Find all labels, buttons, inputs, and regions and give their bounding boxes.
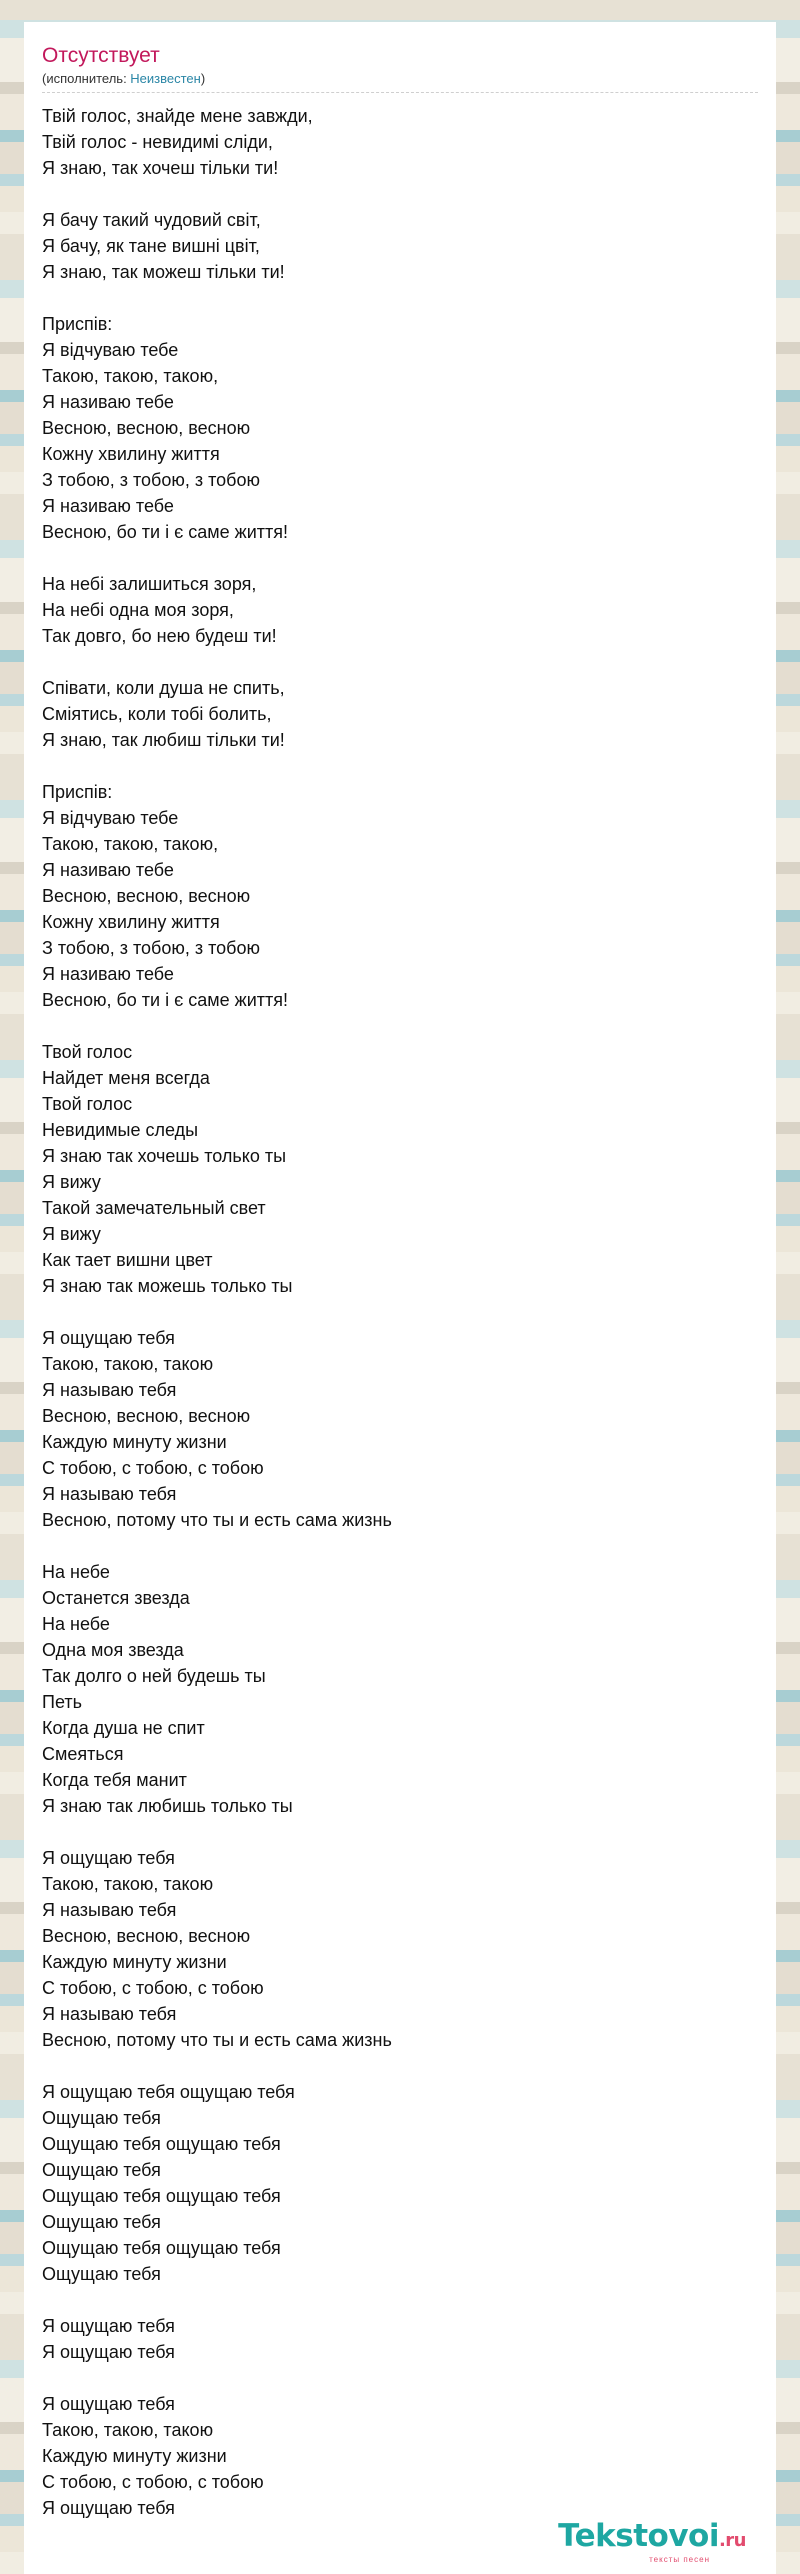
lyric-line: С тобою, с тобою, с тобою (42, 1458, 264, 1478)
lyric-line: Я називаю тебе (42, 392, 174, 412)
lyric-line: Я знаю, так можеш тільки ти! (42, 262, 285, 282)
lyric-line: Весною, весною, весною (42, 1926, 251, 1946)
lyric-line: На небе (42, 1614, 110, 1634)
lyric-line: Я вижу (42, 1172, 101, 1192)
lyric-line: Останется звезда (42, 1588, 190, 1608)
song-title: Отсутствует (42, 44, 160, 67)
lyric-line: С тобою, с тобою, с тобою (42, 2472, 264, 2492)
lyric-line: Каждую минуту жизни (42, 2446, 227, 2466)
lyric-line: Я вижу (42, 1224, 101, 1244)
lyric-blank-line (42, 1013, 758, 1039)
lyric-line: Я называю тебя (42, 2004, 177, 2024)
lyric-line: Твой голос (42, 1042, 133, 1062)
lyric-line: Ощущаю тебя (42, 2212, 161, 2232)
lyric-line: З тобою, з тобою, з тобою (42, 470, 261, 490)
lyric-line: Я называю тебя (42, 1484, 177, 1504)
artist-prefix: (исполнитель: (42, 71, 131, 86)
lyric-line: Сміятись, коли тобі болить, (42, 704, 272, 724)
lyric-line: Я ощущаю тебя ощущаю тебя (42, 2082, 295, 2102)
artist-link[interactable]: Неизвестен (130, 71, 201, 86)
lyric-line: Я ощущаю тебя (42, 2394, 175, 2414)
lyric-blank-line (42, 2287, 758, 2313)
lyric-line: Ощущаю тебя ощущаю тебя (42, 2238, 281, 2258)
lyric-line: Весною, весною, весною (42, 418, 251, 438)
lyric-line: Каждую минуту жизни (42, 1432, 227, 1452)
lyric-blank-line (42, 649, 758, 675)
lyric-line: Я відчуваю тебе (42, 808, 179, 828)
lyric-line: Такою, такою, такою (42, 1354, 214, 1374)
lyric-line: Твой голос (42, 1094, 133, 1114)
lyrics-body (42, 103, 758, 2521)
lyric-line: Весною, бо ти і є саме життя! (42, 990, 289, 1010)
lyric-blank-line (42, 753, 758, 779)
lyric-line: С тобою, с тобою, с тобою (42, 1978, 264, 1998)
lyric-line: Я називаю тебе (42, 860, 174, 880)
artist-line (42, 70, 758, 93)
logo-name: Tekstovoi (558, 2518, 719, 2554)
lyric-line: Кожну хвилину життя (42, 912, 220, 932)
lyric-line: Я називаю тебе (42, 964, 174, 984)
lyric-line: Я ощущаю тебя (42, 2498, 175, 2518)
lyric-line: Я знаю, так хочеш тільки ти! (42, 158, 279, 178)
lyric-line: Каждую минуту жизни (42, 1952, 227, 1972)
logo-tagline: тексты песен (649, 2555, 710, 2564)
lyric-line: Найдет меня всегда (42, 1068, 210, 1088)
lyric-blank-line (42, 1819, 758, 1845)
lyric-line: Такой замечательный свет (42, 1198, 266, 1218)
lyric-line: Весною, весною, весною (42, 1406, 251, 1426)
lyric-line: Ощущаю тебя ощущаю тебя (42, 2134, 281, 2154)
logo-wordmark (558, 2519, 746, 2558)
lyric-line: Ощущаю тебя (42, 2160, 161, 2180)
lyric-line: На небі залишиться зоря, (42, 574, 257, 594)
lyric-blank-line (42, 2053, 758, 2079)
lyric-line: Весною, бо ти і є саме життя! (42, 522, 289, 542)
lyric-line: Весною, потому что ты и есть сама жизнь (42, 1510, 392, 1530)
lyric-blank-line (42, 1533, 758, 1559)
lyric-line: Как тает вишни цвет (42, 1250, 213, 1270)
lyric-line: Приспів: (42, 782, 113, 802)
lyric-line: Я знаю так хочешь только ты (42, 1146, 287, 1166)
lyric-line: Одна моя звезда (42, 1640, 184, 1660)
lyric-line: Я ощущаю тебя (42, 2316, 175, 2336)
lyric-line: Я ощущаю тебя (42, 2342, 175, 2362)
lyric-line: Приспів: (42, 314, 113, 334)
lyric-line: Я знаю так можешь только ты (42, 1276, 293, 1296)
lyric-blank-line (42, 545, 758, 571)
lyric-line: Я называю тебя (42, 1900, 177, 1920)
lyric-blank-line (42, 181, 758, 207)
lyric-line: Я бачу, як тане вишні цвіт, (42, 236, 260, 256)
lyric-line: Так довго, бо нею будеш ти! (42, 626, 277, 646)
lyric-line: Я ощущаю тебя (42, 1848, 175, 1868)
lyric-line: Когда тебя манит (42, 1770, 187, 1790)
lyric-line: Весною, весною, весною (42, 886, 251, 906)
lyrics-card (24, 22, 776, 2574)
lyric-line: Весною, потому что ты и есть сама жизнь (42, 2030, 392, 2050)
lyric-line: Такою, такою, такою (42, 1874, 214, 1894)
lyric-line: На небі одна моя зоря, (42, 600, 234, 620)
lyric-line: Я ощущаю тебя (42, 1328, 175, 1348)
lyric-line: Когда душа не спит (42, 1718, 205, 1738)
lyric-line: Співати, коли душа не спить, (42, 678, 285, 698)
lyric-line: Твій голос - невидимі сліди, (42, 132, 273, 152)
lyric-line: Смеяться (42, 1744, 124, 1764)
lyric-blank-line (42, 1299, 758, 1325)
lyric-line: Я відчуваю тебе (42, 340, 179, 360)
lyric-line: Невидимые следы (42, 1120, 199, 1140)
lyric-line: Я називаю тебе (42, 496, 174, 516)
site-logo[interactable] (558, 2519, 746, 2564)
lyric-line: Я знаю, так любиш тільки ти! (42, 730, 285, 750)
lyric-line: Я бачу такий чудовий світ, (42, 210, 261, 230)
lyric-line: Ощущаю тебя (42, 2108, 161, 2128)
logo-tld: .ru (718, 2530, 746, 2551)
lyric-line: Такою, такою, такою (42, 2420, 214, 2440)
artist-suffix: ) (200, 71, 206, 86)
lyric-line: Кожну хвилину життя (42, 444, 220, 464)
lyric-line: Я называю тебя (42, 1380, 177, 1400)
lyric-line: Я знаю так любишь только ты (42, 1796, 293, 1816)
lyric-line: Такою, такою, такою, (42, 834, 219, 854)
lyric-line: Твій голос, знайде мене завжди, (42, 106, 313, 126)
lyric-line: Петь (42, 1692, 82, 1712)
lyric-line: Так долго о ней будешь ты (42, 1666, 266, 1686)
lyric-line: На небе (42, 1562, 110, 1582)
lyric-blank-line (42, 2365, 758, 2391)
lyric-blank-line (42, 285, 758, 311)
lyric-line: Ощущаю тебя ощущаю тебя (42, 2186, 281, 2206)
lyric-line: Ощущаю тебя (42, 2264, 161, 2284)
lyric-line: З тобою, з тобою, з тобою (42, 938, 261, 958)
lyric-line: Такою, такою, такою, (42, 366, 219, 386)
